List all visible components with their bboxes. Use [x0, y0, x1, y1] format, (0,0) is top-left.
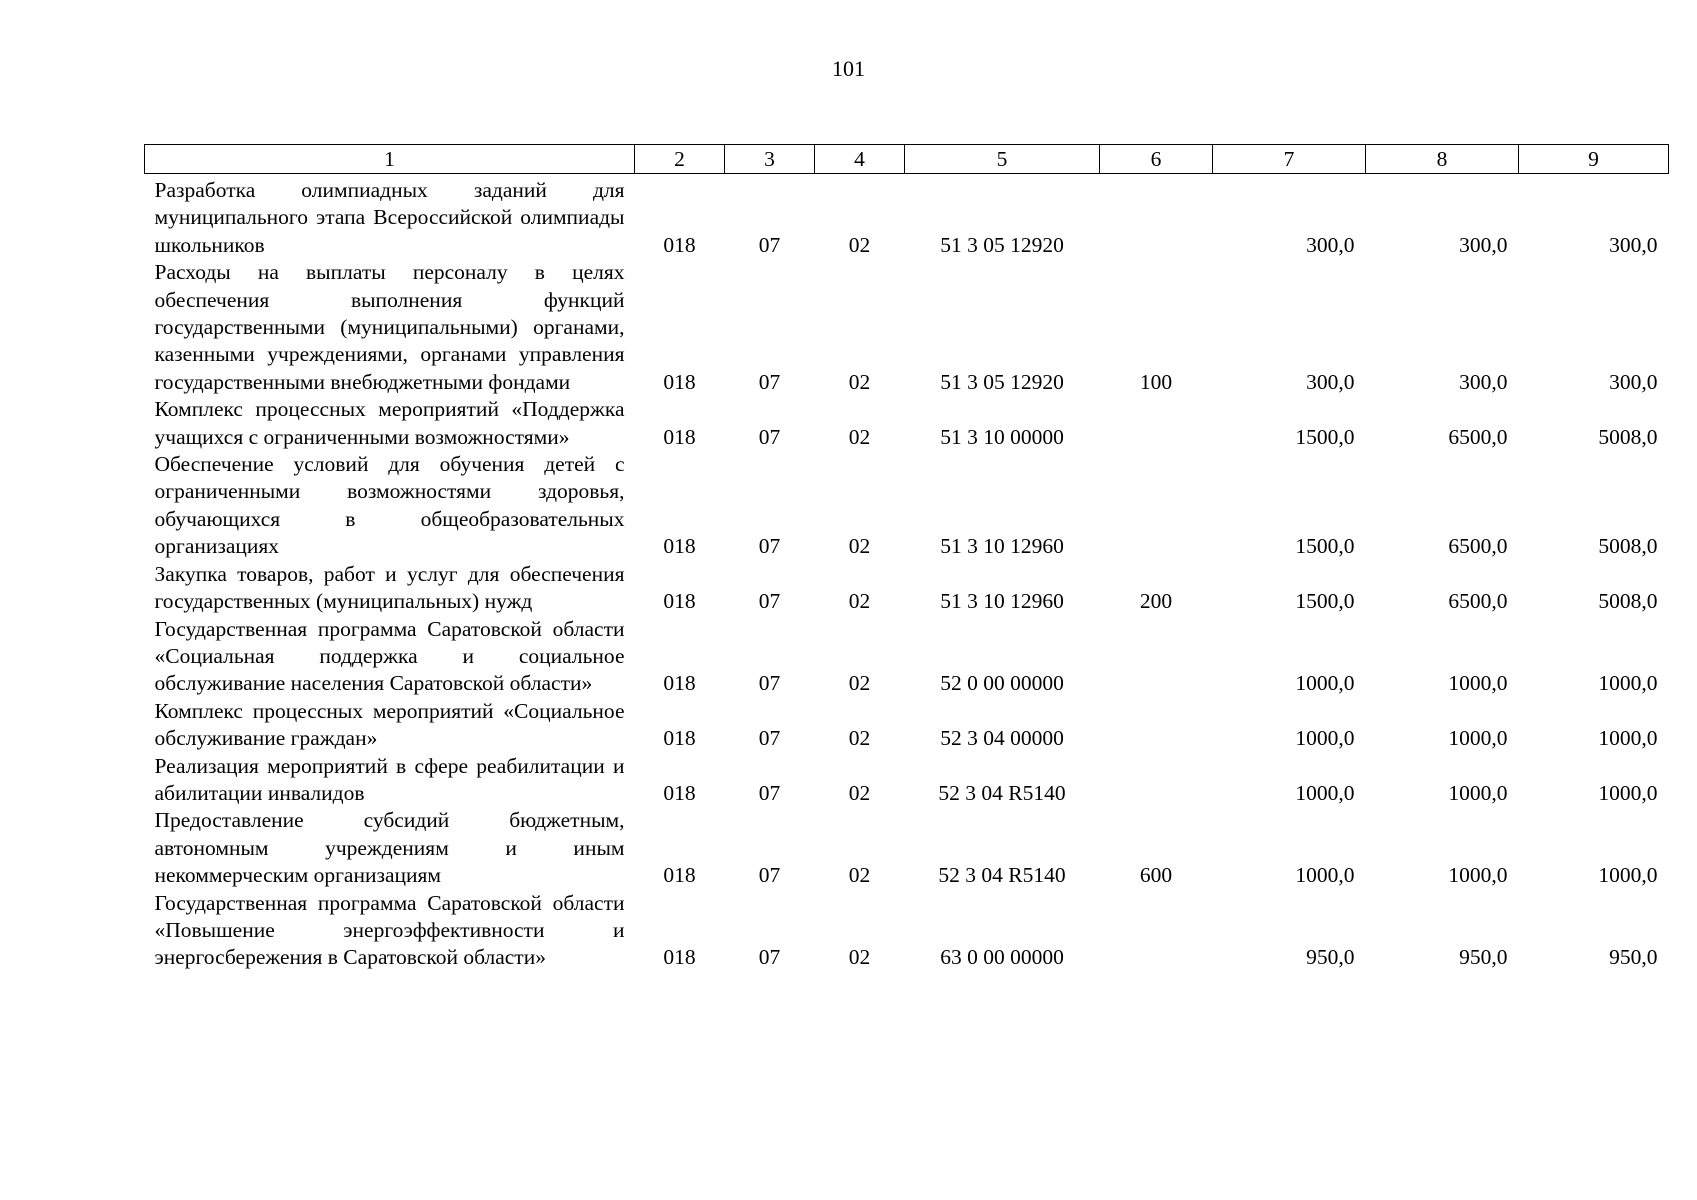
cell-col-5: 51 3 10 12960 [940, 589, 1064, 614]
row-name: Разработка олимпиадных заданий для муниципального этапа Всероссийской олимпиады школьников [154, 178, 625, 257]
cell-col-9: 5008,0 [1598, 534, 1658, 559]
table-header-row [145, 145, 1669, 174]
cell-col-2: 018 [663, 780, 696, 805]
row-name: Обеспечение условий для обучения детей с ограниченными возможностями здоровья, обучающихся в общеобразовательных организациях [154, 452, 625, 559]
cell-col-9: 1000,0 [1598, 863, 1658, 888]
cell-col-4: 02 [848, 863, 871, 888]
cell-col-5: 51 3 05 12920 [940, 369, 1064, 394]
budget-table [144, 144, 1669, 972]
row-name: Комплекс процессных мероприятий «Поддержка учащихся с ограниченными возможностями» [154, 397, 625, 449]
cell-col-5: 52 3 04 R5140 [938, 863, 1066, 888]
cell-col-5: 63 0 00 00000 [940, 945, 1064, 970]
cell-col-3: 07 [758, 945, 781, 970]
cell-col-6 [1100, 753, 1213, 808]
cell-col-3: 07 [758, 863, 781, 888]
cell-col-7: 1500,0 [1295, 534, 1355, 559]
table-row [145, 698, 1669, 753]
cell-col-5: 52 0 00 00000 [940, 671, 1064, 696]
row-name: Предоставление субсидий бюджетным, автономным учреждениям и иным некоммерческим организациям [154, 808, 625, 888]
cell-col-9: 300,0 [1609, 232, 1658, 257]
cell-col-2: 018 [663, 863, 696, 888]
cell-col-5: 51 3 10 12960 [940, 534, 1064, 559]
cell-col-7: 950,0 [1306, 945, 1355, 970]
column-header-8: 8 [1366, 145, 1519, 174]
cell-col-8: 300,0 [1459, 232, 1508, 257]
column-header-1: 1 [145, 145, 635, 174]
table-row [145, 174, 1669, 260]
cell-col-3: 07 [758, 424, 781, 449]
column-header-3: 3 [725, 145, 815, 174]
cell-col-4: 02 [848, 232, 871, 257]
cell-col-2: 018 [663, 424, 696, 449]
cell-col-9: 1000,0 [1598, 726, 1658, 751]
cell-col-8: 950,0 [1459, 945, 1508, 970]
cell-col-7: 300,0 [1306, 232, 1355, 257]
page-number: 101 [832, 56, 865, 81]
table-row [145, 807, 1669, 889]
cell-col-9: 1000,0 [1598, 780, 1658, 805]
cell-col-4: 02 [848, 424, 871, 449]
cell-col-9: 1000,0 [1598, 671, 1658, 696]
cell-col-9: 300,0 [1609, 369, 1658, 394]
cell-col-5: 51 3 10 00000 [940, 424, 1064, 449]
cell-col-4: 02 [848, 534, 871, 559]
cell-col-3: 07 [758, 232, 781, 257]
cell-col-6 [1100, 174, 1213, 260]
cell-col-8: 1000,0 [1448, 780, 1508, 805]
table-row [145, 259, 1669, 396]
cell-col-7: 1000,0 [1295, 780, 1355, 805]
cell-col-2: 018 [663, 671, 696, 696]
row-name: Закупка товаров, работ и услуг для обеспечения государственных (муниципальных) нужд [154, 561, 625, 614]
cell-col-3: 07 [758, 534, 781, 559]
cell-col-4: 02 [848, 589, 871, 614]
cell-col-2: 018 [663, 726, 696, 751]
cell-col-6 [1100, 616, 1213, 698]
column-header-7: 7 [1213, 145, 1366, 174]
cell-col-8: 6500,0 [1448, 589, 1508, 614]
cell-col-4: 02 [848, 369, 871, 394]
row-name: Реализация мероприятий в сфере реабилитации и абилитации инвалидов [154, 753, 625, 805]
cell-col-7: 1000,0 [1295, 863, 1355, 888]
cell-col-2: 018 [663, 369, 696, 394]
cell-col-8: 1000,0 [1448, 863, 1508, 888]
table-body [145, 174, 1669, 972]
column-header-5: 5 [905, 145, 1100, 174]
cell-col-7: 1000,0 [1295, 671, 1355, 696]
cell-col-6: 200 [1139, 589, 1173, 614]
cell-col-2: 018 [663, 534, 696, 559]
cell-col-6 [1100, 451, 1213, 561]
cell-col-9: 5008,0 [1598, 589, 1658, 614]
row-name: Комплекс процессных мероприятий «Социальное обслуживание граждан» [154, 698, 625, 751]
cell-col-7: 1000,0 [1295, 726, 1355, 751]
column-header-2: 2 [635, 145, 725, 174]
column-header-9: 9 [1519, 145, 1669, 174]
cell-col-6: 600 [1139, 863, 1173, 888]
cell-col-6 [1100, 396, 1213, 451]
cell-col-8: 1000,0 [1448, 726, 1508, 751]
table-row [145, 890, 1669, 972]
cell-col-6 [1100, 698, 1213, 753]
cell-col-5: 52 3 04 00000 [940, 726, 1064, 751]
cell-col-6: 100 [1139, 369, 1173, 394]
cell-col-4: 02 [848, 671, 871, 696]
cell-col-4: 02 [848, 945, 871, 970]
column-header-6: 6 [1100, 145, 1213, 174]
cell-col-3: 07 [758, 589, 781, 614]
cell-col-3: 07 [758, 726, 781, 751]
cell-col-6 [1100, 890, 1213, 972]
cell-col-9: 5008,0 [1598, 424, 1658, 449]
cell-col-2: 018 [663, 945, 696, 970]
cell-col-7: 1500,0 [1295, 424, 1355, 449]
cell-col-3: 07 [758, 671, 781, 696]
cell-col-8: 6500,0 [1448, 424, 1508, 449]
table-row [145, 451, 1669, 561]
cell-col-5: 52 3 04 R5140 [938, 780, 1066, 805]
cell-col-2: 018 [663, 589, 696, 614]
cell-col-8: 1000,0 [1448, 671, 1508, 696]
cell-col-9: 950,0 [1609, 945, 1658, 970]
table-row [145, 561, 1669, 616]
table-row [145, 616, 1669, 698]
cell-col-7: 1500,0 [1295, 589, 1355, 614]
row-name: Государственная программа Саратовской области «Повышение энергоэффективности и энергосбережения в Саратовской области» [154, 890, 625, 970]
row-name: Расходы на выплаты персоналу в целях обеспечения выполнения функций государственными (муниципальными) органами, казенными учреждениями, органами управления государственными внебюджетными фондами [154, 260, 625, 394]
cell-col-4: 02 [848, 726, 871, 751]
column-header-4: 4 [815, 145, 905, 174]
cell-col-5: 51 3 05 12920 [940, 232, 1064, 257]
cell-col-8: 300,0 [1459, 369, 1508, 394]
cell-col-2: 018 [663, 232, 696, 257]
row-name: Государственная программа Саратовской области «Социальная поддержка и социальное обслуживание населения Саратовской области» [154, 616, 625, 696]
cell-col-3: 07 [758, 780, 781, 805]
cell-col-7: 300,0 [1306, 369, 1355, 394]
table-row [145, 753, 1669, 808]
table-row [145, 396, 1669, 451]
cell-col-4: 02 [848, 780, 871, 805]
cell-col-8: 6500,0 [1448, 534, 1508, 559]
cell-col-3: 07 [758, 369, 781, 394]
